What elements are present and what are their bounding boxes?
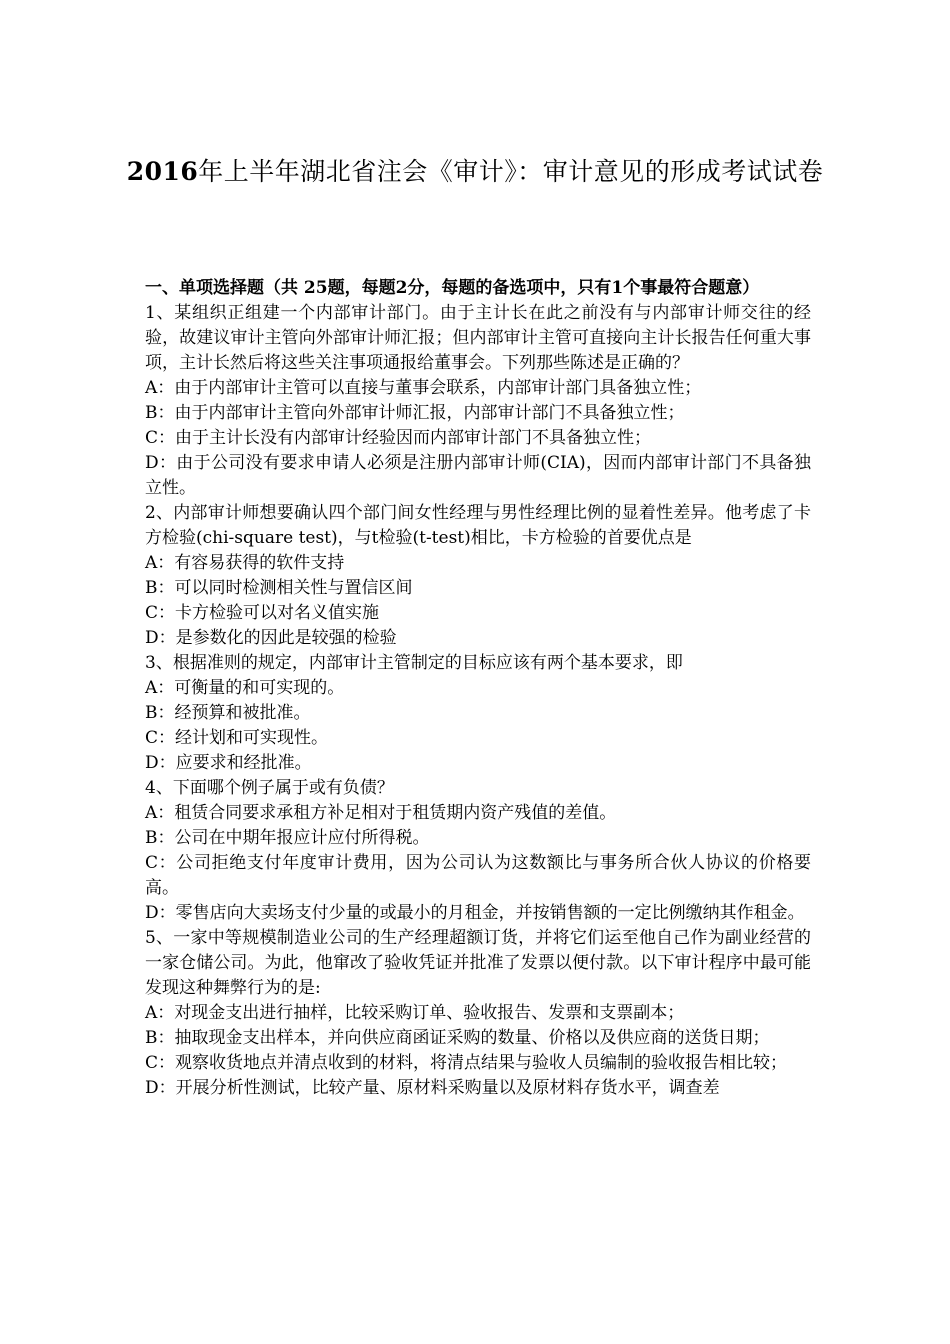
question-5-option-d: D：开展分析性测试，比较产量、原材料采购量以及原材料存货水平，调查差	[145, 1078, 720, 1098]
question-4-option-c: C：公司拒绝支付年度审计费用，因为公司认为这数额比与事务所合伙人协议的价格要高。	[145, 853, 811, 898]
question-1: 1、某组织正组建一个内部审计部门。由于主计长在此之前没有与内部审计师交往的经验，故建议审计主管向外部审计师汇报；但内部审计主管可直接向主计长报告任何重大事项，主计长然后将这些关注事项通报给董事会。下列那些陈述是正确的？	[145, 303, 811, 373]
title-text: 年上半年湖北省注会《审计》：审计意见的形成考试试卷	[198, 157, 824, 186]
question-5-option-b: B：抽取现金支出样本，并向供应商函证采购的数量、价格以及供应商的送货日期；	[145, 1028, 770, 1048]
question-4-option-a: A：租赁合同要求承租方补足相对于租赁期内资产残值的差值。	[145, 803, 617, 823]
question-3-option-a: A：可衡量的和可实现的。	[145, 678, 345, 698]
question-1-option-a: A：由于内部审计主管可以直接与董事会联系，内部审计部门具备独立性；	[145, 378, 702, 398]
question-3-option-c: C：经计划和可实现性。	[145, 728, 329, 748]
document-body	[145, 276, 811, 1101]
title-year: 2016	[126, 157, 199, 186]
question-3-option-b: B：经预算和被批准。	[145, 703, 311, 723]
question-4-option-b: B：公司在中期年报应计应付所得税。	[145, 828, 430, 848]
document-title	[120, 146, 830, 198]
question-4: 4、下面哪个例子属于或有负债？	[145, 778, 394, 798]
question-2-option-a: A：有容易获得的软件支持	[145, 553, 345, 573]
question-2: 2、内部审计师想要确认四个部门间女性经理与男性经理比例的显着性差异。他考虑了卡方检验(chi-square test)，与t检验(t-test)相比，卡方检验的首要优点是	[145, 503, 811, 548]
question-1-option-d: D：由于公司没有要求申请人必须是注册内部审计师(CIA)，因而内部审计部门不具备独立性。	[145, 453, 811, 498]
question-4-option-d: D：零售店向大卖场支付少量的或最小的月租金，并按销售额的一定比例缴纳其作租金。	[145, 903, 805, 923]
section-heading: 一、单项选择题（共 25题，每题2分，每题的备选项中，只有1个事最符合题意）	[145, 278, 760, 298]
question-5-option-a: A：对现金支出进行抽样，比较采购订单、验收报告、发票和支票副本；	[145, 1003, 685, 1023]
question-5: 5、一家中等规模制造业公司的生产经理超额订货，并将它们运至他自己作为副业经营的一家仓储公司。为此，他窜改了验收凭证并批准了发票以便付款。以下审计程序中最可能发现这种舞弊行为的是:	[145, 928, 811, 998]
question-3-option-d: D：应要求和经批准。	[145, 753, 312, 773]
question-2-option-d: D：是参数化的因此是较强的检验	[145, 628, 397, 648]
question-2-option-c: C：卡方检验可以对名义值实施	[145, 603, 380, 623]
question-1-option-b: B：由于内部审计主管向外部审计师汇报，内部审计部门不具备独立性；	[145, 403, 685, 423]
question-2-option-b: B：可以同时检测相关性与置信区间	[145, 578, 413, 598]
question-5-option-c: C：观察收货地点并清点收到的材料，将清点结果与验收人员编制的验收报告相比较；	[145, 1053, 788, 1073]
question-3: 3、根据准则的规定，内部审计主管制定的目标应该有两个基本要求，即	[145, 653, 683, 673]
question-1-option-c: C：由于主计长没有内部审计经验因而内部审计部门不具备独立性；	[145, 428, 652, 448]
